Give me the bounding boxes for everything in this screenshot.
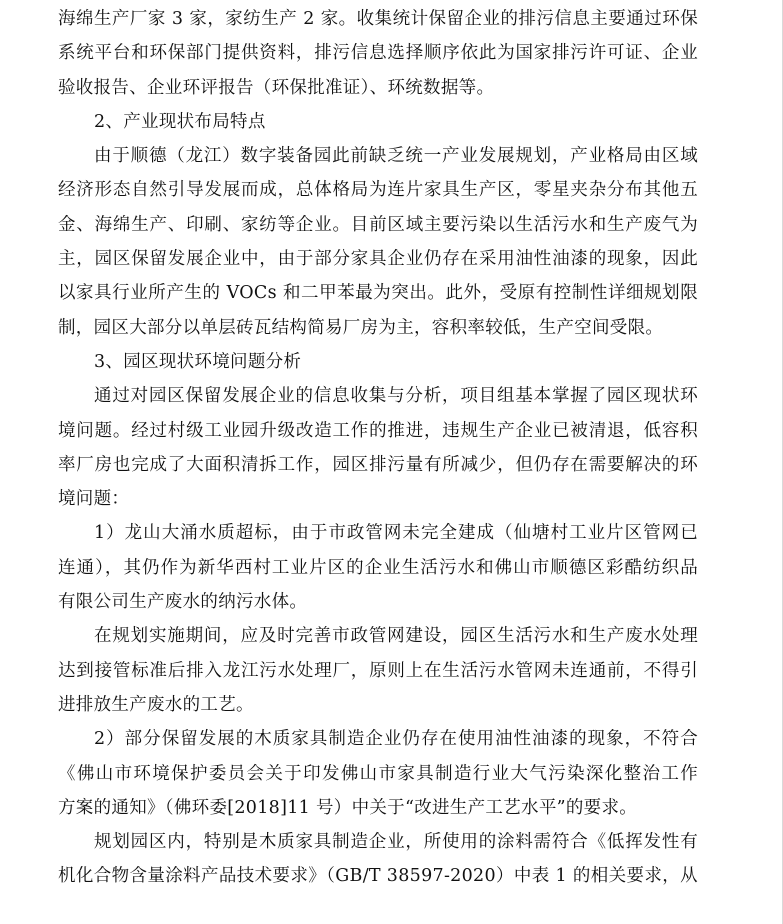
section-heading: 2、产业现状布局特点 [94, 111, 266, 132]
text-line: 规划园区内，特别是木质家具制造企业，所使用的涂料需符合《低挥发性有 [94, 832, 698, 853]
document-body [58, 2, 698, 894]
text-line: 主，园区保留发展企业中，由于部分家具企业仍存在采用油性油漆的现象，因此 [58, 249, 698, 270]
text-line: 机化合物含量涂料产品技术要求》（GB/T 38597-2020）中表 1 的相关要求，从 [58, 866, 698, 887]
text-line: 验收报告、企业环评报告（环保批准证）、环统数据等。 [58, 77, 495, 98]
text-line: 海绵生产厂家 3 家，家纺生产 2 家。收集统计保留企业的排污信息主要通过环保 [58, 9, 698, 29]
text-line: 境问题。经过村级工业园升级改造工作的推进，违规生产企业已被清退，低容积 [58, 420, 698, 441]
text-line: 金、海绵生产、印刷、家纺等企业。目前区域主要污染以生活污水和生产废气为 [58, 214, 698, 235]
text-line: 1）龙山大涌水质超标，由于市政管网未完全建成（仙塘村工业片区管网已 [94, 523, 698, 544]
text-line: 率厂房也完成了大面积清拆工作，园区排污量有所减少，但仍存在需要解决的环 [58, 454, 698, 475]
text-line: 有限公司生产废水的纳污水体。 [58, 592, 308, 613]
text-line: 在规划实施期间，应及时完善市政管网建设，园区生活污水和生产废水处理 [94, 626, 698, 647]
text-line: 方案的通知》（佛环委[2018]11 号）中关于“改进生产工艺水平”的要求。 [58, 797, 638, 818]
text-line: 以家具行业所产生的 VOCs 和二甲苯最为突出。此外，受原有控制性详细规划限 [58, 283, 698, 304]
text-line: 通过对园区保留发展企业的信息收集与分析，项目组基本掌握了园区现状环 [94, 386, 698, 407]
text-line: 经济形态自然引导发展而成，总体格局为连片家具生产区，零星夹杂分布其他五 [58, 180, 698, 201]
text-line: 系统平台和环保部门提供资料，排污信息选择顺序依此为国家排污许可证、企业 [58, 43, 698, 64]
text-line: 达到接管标准后排入龙江污水处理厂，原则上在生活污水管网未连通前，不得引 [58, 660, 698, 681]
text-line: 连通），其仍作为新华西村工业片区的企业生活污水和佛山市顺德区彩酷纺织品 [58, 557, 698, 578]
text-line: 由于顺德（龙江）数字装备园此前缺乏统一产业发展规划，产业格局由区域 [94, 146, 698, 167]
text-line: 制，园区大部分以单层砖瓦结构简易厂房为主，容积率较低，生产空间受限。 [58, 317, 664, 338]
text-line: 境问题： [58, 489, 130, 510]
text-line: 《佛山市环境保护委员会关于印发佛山市家具制造行业大气污染深化整治工作 [58, 763, 698, 784]
section-heading: 3、园区现状环境问题分析 [94, 351, 302, 372]
text-line: 2）部分保留发展的木质家具制造企业仍存在使用油性油漆的现象，不符合 [94, 729, 698, 750]
text-line: 进排放生产废水的工艺。 [58, 694, 254, 715]
